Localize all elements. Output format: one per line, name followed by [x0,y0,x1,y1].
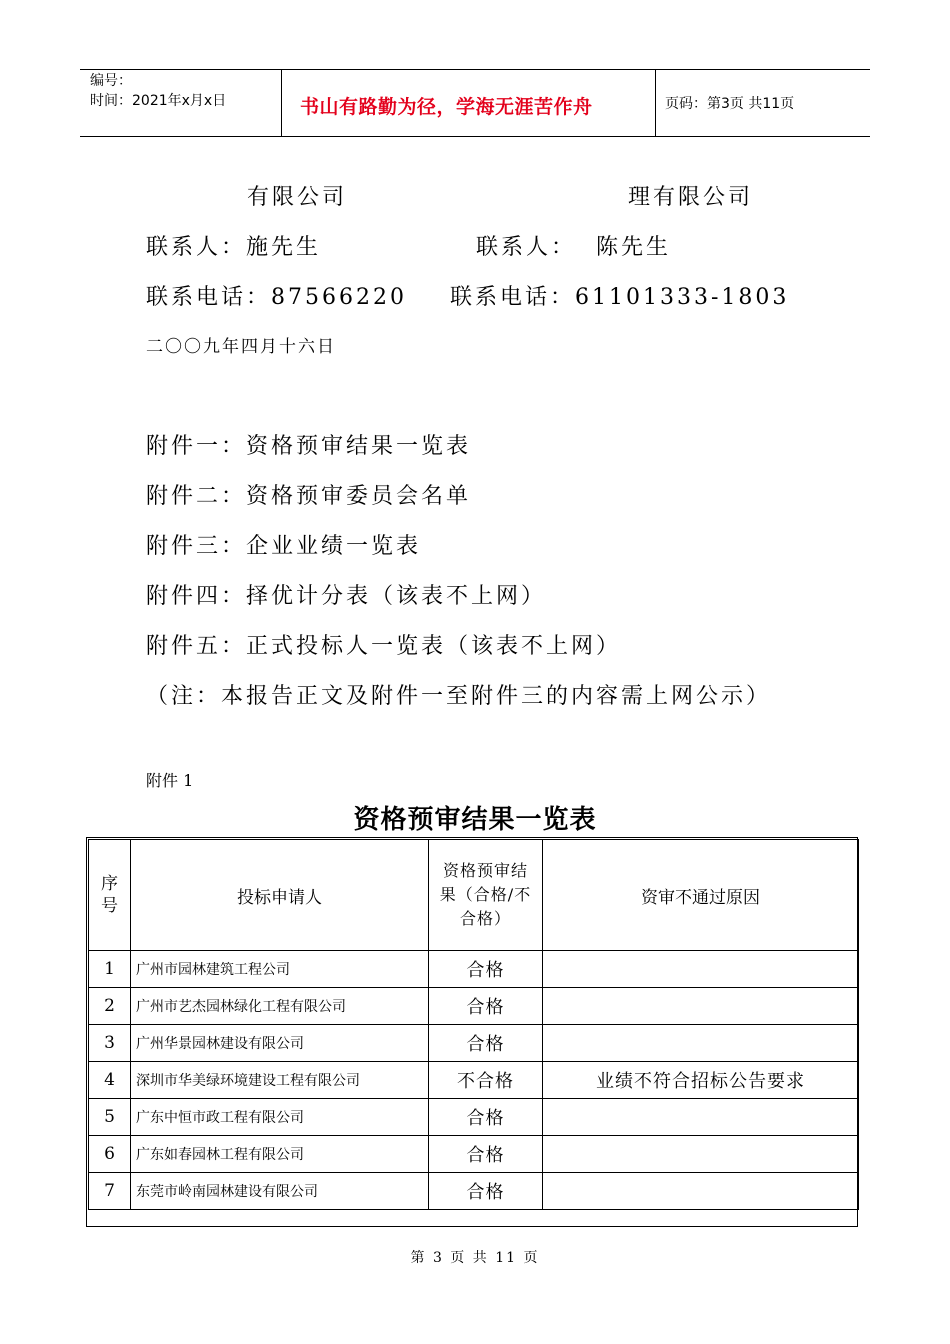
row-seq: 4 [89,1062,131,1099]
right-company: 理有限公司 [628,185,754,210]
table-title: 资格预审结果一览表 [353,805,597,835]
row-result: 合格 [429,988,543,1025]
table-row [89,1173,859,1210]
header-seq: 序号 [89,840,131,951]
header-bottom-rule [80,136,870,137]
left-phone: 联系电话：87566220 [146,285,407,310]
row-result: 合格 [429,1099,543,1136]
report-date: 二〇〇九年四月十六日 [146,337,336,357]
header-reason: 资审不通过原因 [543,840,859,951]
attachment-item: 附件三：企业业绩一览表 [146,534,422,559]
header-top-rule [80,69,870,70]
header-divider-left [281,69,282,136]
table-row [89,988,859,1025]
page-footer: 第 3 页 共 11 页 [410,1250,540,1266]
left-company: 有限公司 [247,185,348,210]
attachment-item: 附件二：资格预审委员会名单 [146,484,472,509]
table-row [89,1062,859,1099]
attachment-item: 附件五：正式投标人一览表（该表不上网） [146,634,622,659]
header-time-label: 时间：2021年x月x日 [90,93,227,109]
row-reason [543,1173,859,1210]
header-divider-right [655,69,656,136]
row-seq: 7 [89,1173,131,1210]
row-seq: 3 [89,1025,131,1062]
row-reason [543,951,859,988]
row-applicant: 东莞市岭南园林建设有限公司 [131,1173,429,1210]
row-result: 合格 [429,1173,543,1210]
row-applicant: 广州市艺杰园林绿化工程有限公司 [131,988,429,1025]
right-contact: 联系人： 陈先生 [476,235,671,260]
header-applicant: 投标申请人 [131,840,429,951]
row-reason [543,1136,859,1173]
header-result: 资格预审结果（合格/不合格） [429,840,543,951]
results-table [88,839,859,1210]
appendix-label: 附件 1 [146,771,194,790]
row-result: 合格 [429,951,543,988]
row-seq: 5 [89,1099,131,1136]
attachment-item: 附件一：资格预审结果一览表 [146,434,472,459]
row-applicant: 广东中恒市政工程有限公司 [131,1099,429,1136]
table-row [89,1099,859,1136]
table-row [89,1136,859,1173]
left-contact: 联系人：施先生 [146,235,322,260]
row-applicant: 深圳市华美绿环境建设工程有限公司 [131,1062,429,1099]
header-number-label: 编号： [90,73,132,89]
row-applicant: 广东如春园林工程有限公司 [131,1136,429,1173]
row-reason: 业绩不符合招标公告要求 [543,1062,859,1099]
row-seq: 2 [89,988,131,1025]
row-seq: 6 [89,1136,131,1173]
row-seq: 1 [89,951,131,988]
table-header-row [89,840,859,951]
attachment-note: （注：本报告正文及附件一至附件三的内容需上网公示） [146,684,772,709]
row-reason [543,988,859,1025]
table-row [89,1025,859,1062]
right-phone: 联系电话：61101333-1803 [450,285,790,310]
row-reason [543,1025,859,1062]
row-reason [543,1099,859,1136]
table-row [89,951,859,988]
row-applicant: 广州华景园林建设有限公司 [131,1025,429,1062]
header-page-info: 页码：第3页 共11页 [665,96,795,112]
row-applicant: 广州市园林建筑工程公司 [131,951,429,988]
row-result: 合格 [429,1025,543,1062]
row-result: 合格 [429,1136,543,1173]
header-motto: 书山有路勤为径，学海无涯苦作舟 [300,96,593,118]
row-result: 不合格 [429,1062,543,1099]
attachment-item: 附件四：择优计分表（该表不上网） [146,584,547,609]
